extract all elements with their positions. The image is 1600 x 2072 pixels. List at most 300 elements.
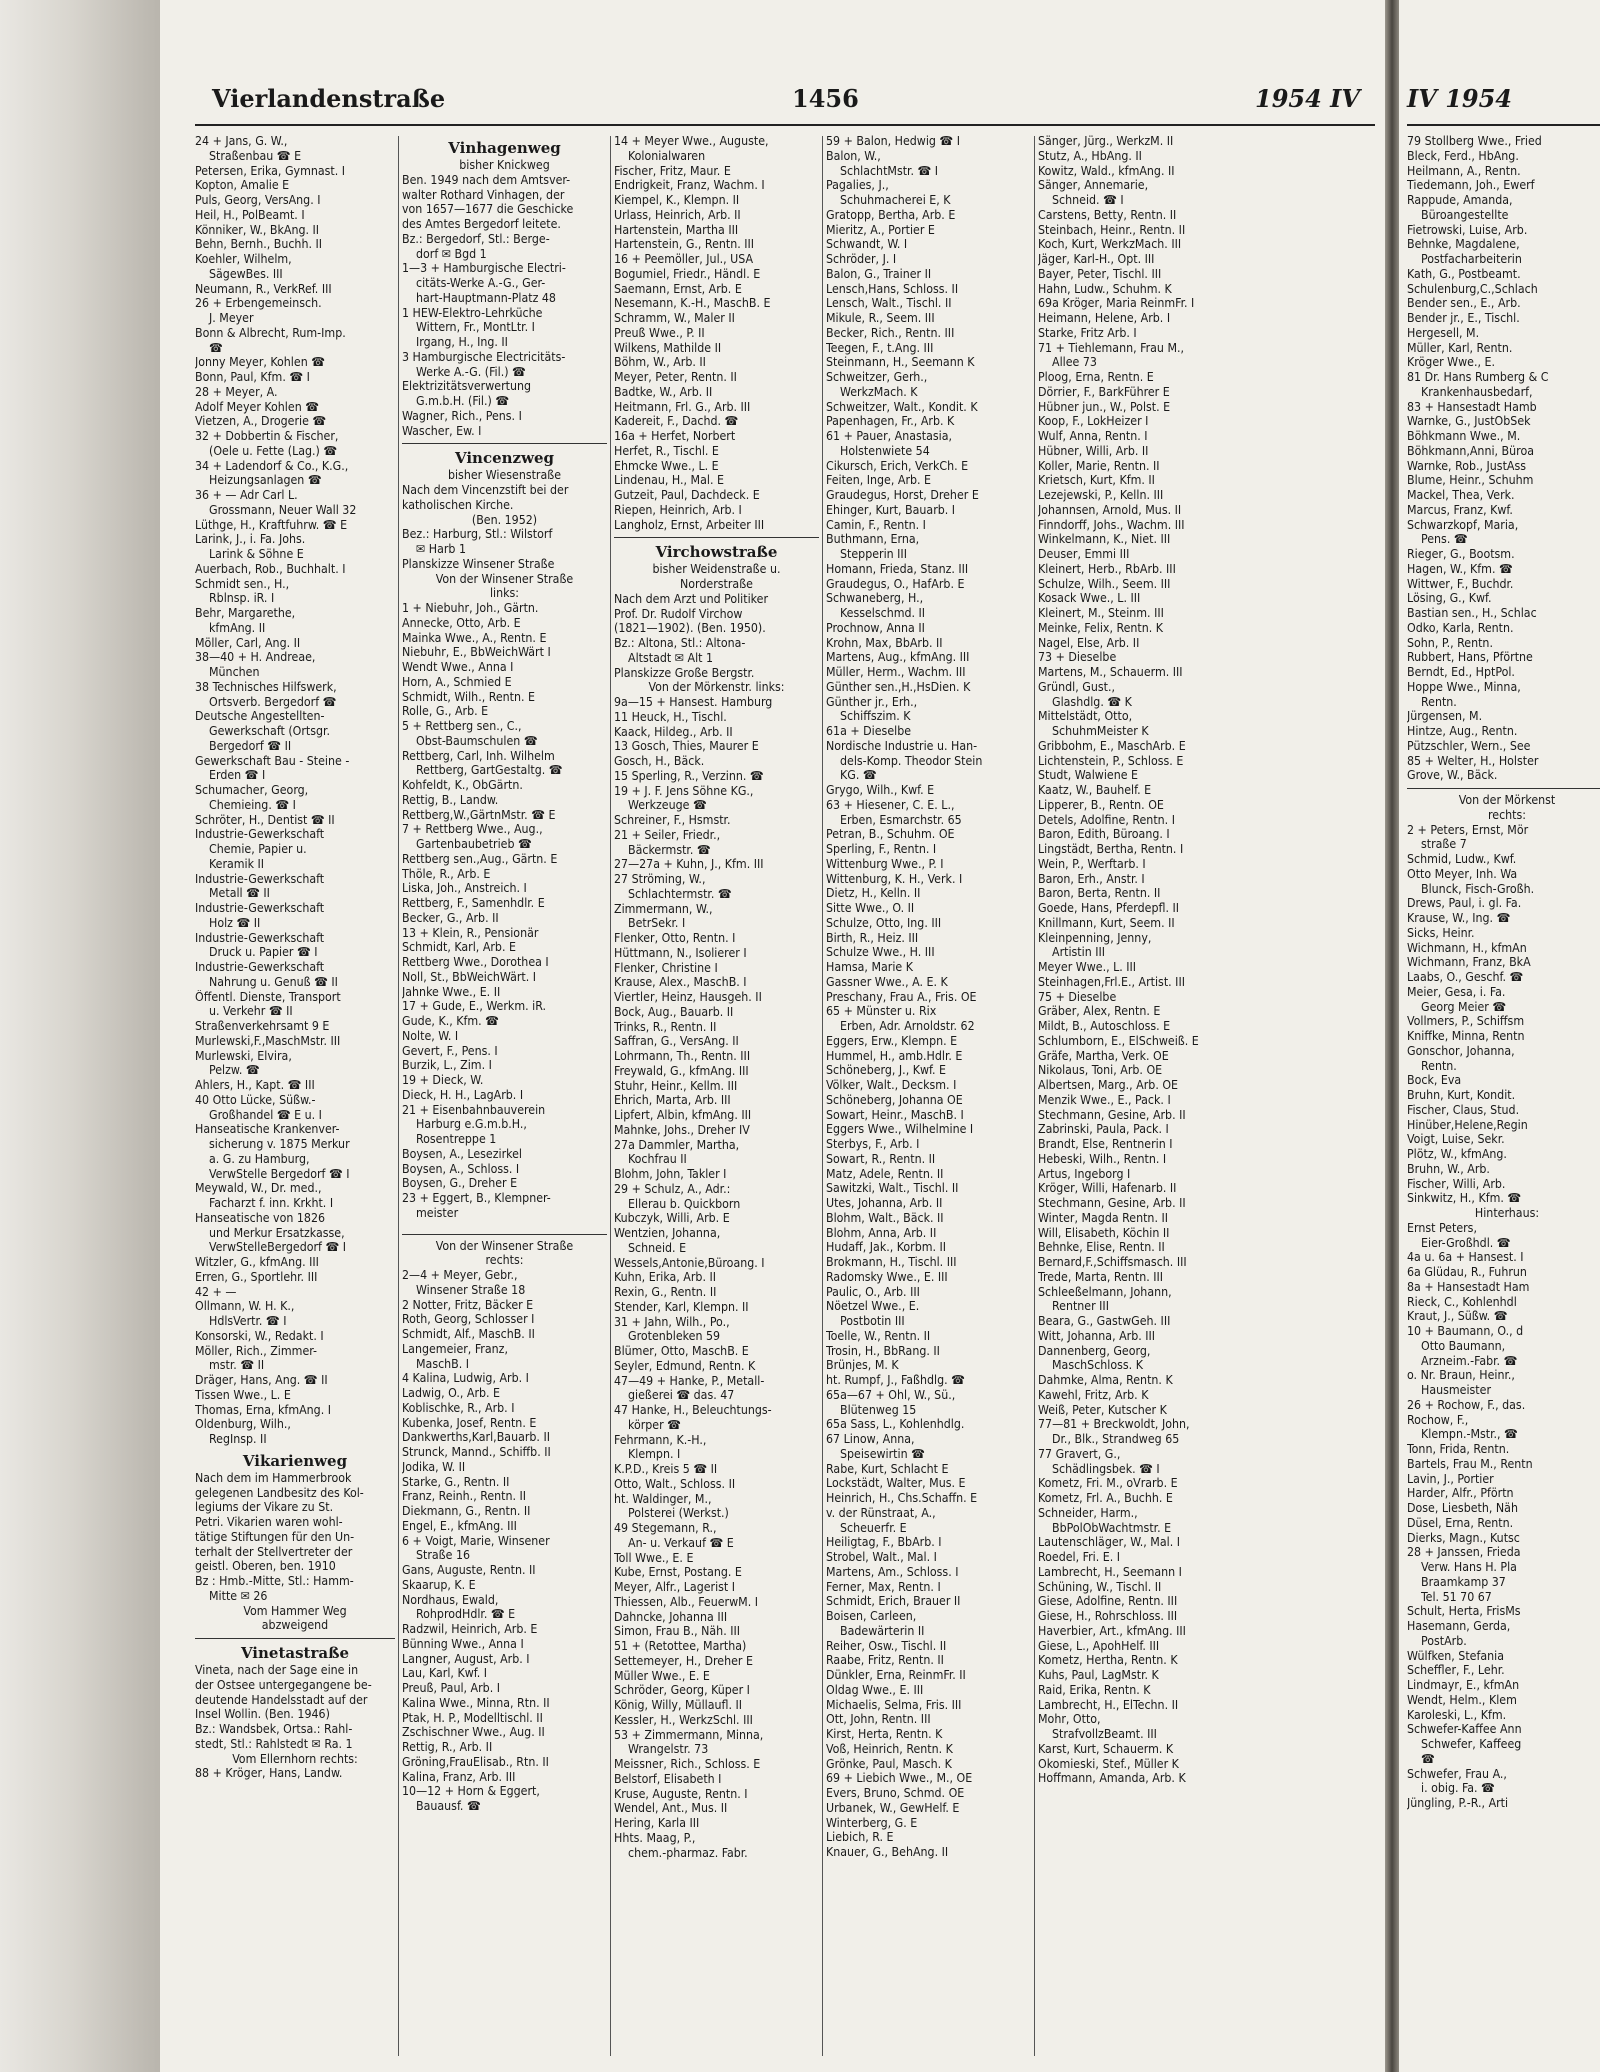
directory-entry: Artus, Ingeborg I bbox=[1038, 1166, 1131, 1181]
directory-entry: Meywald, W., Dr. med., bbox=[195, 1181, 322, 1196]
directory-entry: Trosin, H., BbRang. II bbox=[826, 1343, 940, 1358]
directory-entry: Wendt Wwe., Anna I bbox=[402, 660, 514, 674]
directory-entry: Ladwig, O., Arb. E bbox=[402, 1386, 501, 1400]
directory-entry: deutende Handelsstadt auf der bbox=[195, 1692, 368, 1707]
entry-continuation: Rentner III bbox=[1052, 1299, 1109, 1314]
directory-entry: 88 + Kröger, Hans, Landw. bbox=[195, 1766, 343, 1781]
entry-continuation: München bbox=[209, 665, 260, 679]
directory-entry: Haverbier, Art., kfmAng. III bbox=[1038, 1623, 1186, 1638]
directory-entry: Rettberg, Carl, Inh. Wilhelm bbox=[402, 748, 555, 763]
directory-entry: Blohm, Walt., Bäck. II bbox=[826, 1210, 944, 1225]
directory-entry: Bz.: Altona, Stl.: Altona- bbox=[614, 636, 746, 650]
directory-entry: Kube, Ernst, Postang. E bbox=[614, 1565, 742, 1580]
entry-continuation: Kochfrau II bbox=[628, 1152, 687, 1167]
directory-entry: Preschany, Frau A., Fris. OE bbox=[826, 989, 977, 1004]
directory-entry: Bünning Wwe., Anna I bbox=[402, 1636, 524, 1651]
directory-entry: Lavin, J., Portier bbox=[1407, 1471, 1494, 1486]
directory-entry: 4a u. 6a + Hansest. I bbox=[1407, 1250, 1524, 1265]
directory-entry: Schmidt, Alf., MaschB. II bbox=[402, 1327, 535, 1341]
directory-entry: Ferner, Max, Rentn. I bbox=[826, 1579, 941, 1594]
directory-entry: Düsel, Erna, Rentn. bbox=[1407, 1515, 1514, 1530]
entry-continuation: Hausmeister bbox=[1421, 1383, 1491, 1397]
directory-entry: Lipfert, Albin, kfmAng. III bbox=[614, 1108, 752, 1122]
directory-entry: 23 + Eggert, B., Klempner- bbox=[402, 1191, 551, 1205]
directory-entry: Niebuhr, E., BbWeichWärt I bbox=[402, 645, 551, 660]
directory-entry: Behn, Bernh., Buchh. II bbox=[195, 237, 322, 252]
directory-entry: Langemeier, Franz, bbox=[402, 1341, 508, 1356]
entry-continuation: Eier-Großhdl. ☎ bbox=[1421, 1235, 1511, 1250]
directory-entry: Voß, Heinrich, Rentn. K bbox=[826, 1741, 953, 1756]
directory-entry: Bender jr., E., Tischl. bbox=[1407, 311, 1520, 325]
entry-continuation: Allee 73 bbox=[1052, 355, 1097, 370]
directory-entry: (1821—1902). (Ben. 1950). bbox=[614, 621, 766, 636]
directory-entry: Rexin, G., Rentn. II bbox=[614, 1285, 717, 1299]
directory-entry: Mahnke, Johs., Dreher IV bbox=[614, 1122, 750, 1137]
directory-entry: Gräber, Alex, Rentn. E bbox=[1038, 1004, 1161, 1019]
directory-entry: Schmid, Ludw., Kwf. bbox=[1407, 852, 1517, 866]
entry-continuation: Stepperin III bbox=[840, 547, 907, 561]
directory-entry: Industrie-Gewerkschaft bbox=[195, 871, 325, 886]
directory-entry: 77 Gravert, G., bbox=[1038, 1446, 1121, 1461]
directory-entry: Graudegus, Horst, Dreher E bbox=[826, 488, 979, 502]
directory-entry: 59 + Balon, Hedwig ☎ I bbox=[826, 134, 960, 148]
directory-entry: Lau, Karl, Kwf. I bbox=[402, 1666, 488, 1681]
directory-entry: geistl. Oberen, ben. 1910 bbox=[195, 1559, 336, 1574]
entry-continuation: Obst-Baumschulen ☎ bbox=[416, 733, 538, 748]
directory-entry: Dankwerths,Karl,Bauarb. II bbox=[402, 1430, 550, 1445]
section-note: links: bbox=[489, 586, 520, 601]
directory-entry: Kadereit, F., Dachd. ☎ bbox=[614, 414, 739, 429]
directory-entry: 51 + (Retottee, Martha) bbox=[614, 1639, 747, 1653]
entry-continuation: Werkzeuge ☎ bbox=[628, 798, 707, 813]
entry-continuation: i. obig. Fa. ☎ bbox=[1421, 1781, 1495, 1796]
directory-entry: Hhts. Maag, P., bbox=[614, 1830, 696, 1845]
directory-entry: 6a Glüdau, R., Fuhrun bbox=[1407, 1265, 1527, 1279]
directory-entry: 73 + Dieselbe bbox=[1038, 650, 1117, 665]
directory-entry: 53 + Zimmermann, Minna, bbox=[614, 1727, 764, 1742]
directory-entry: Steinbach, Heinr., Rentn. II bbox=[1038, 222, 1186, 237]
directory-entry: Grönke, Paul, Masch. K bbox=[826, 1756, 952, 1771]
directory-entry: Meier, Gesa, i. Fa. bbox=[1407, 984, 1506, 999]
directory-entry: Sperling, F., Rentn. I bbox=[826, 842, 937, 856]
directory-entry: Eggers Wwe., Wilhelmine I bbox=[826, 1122, 974, 1137]
directory-entry: Boysen, A., Schloss. I bbox=[402, 1161, 520, 1176]
directory-entry: 4 Kalina, Ludwig, Arb. I bbox=[402, 1371, 529, 1386]
directory-entry: Gonschor, Johanna, bbox=[1407, 1043, 1515, 1058]
entry-continuation: G.m.b.H. (Fil.) ☎ bbox=[416, 394, 510, 408]
entry-continuation: Metall ☎ II bbox=[209, 886, 270, 901]
directory-entry: Johannsen, Arnold, Mus. II bbox=[1038, 502, 1182, 517]
facing-header-rule bbox=[1407, 124, 1600, 126]
directory-entry: Zabrinski, Paula, Pack. I bbox=[1038, 1122, 1169, 1137]
directory-entry: Meyer, Peter, Rentn. II bbox=[614, 370, 737, 384]
directory-entry: Koblischke, R., Arb. I bbox=[402, 1400, 515, 1415]
directory-entry: Lichtenstein, P., Schloss. E bbox=[1038, 753, 1184, 768]
directory-entry: Belstorf, Elisabeth I bbox=[614, 1771, 722, 1786]
directory-entry: Otto, Walt., Schloss. II bbox=[614, 1476, 736, 1491]
directory-entry: Engel, E., kfmAng. III bbox=[402, 1518, 517, 1533]
entry-continuation: BetrSekr. I bbox=[628, 916, 686, 931]
directory-entry: Bz.: Wandsbek, Ortsa.: Rahl- bbox=[195, 1722, 353, 1736]
directory-entry: Giese, Adolfine, Rentn. III bbox=[1038, 1594, 1178, 1609]
directory-entry: 28 + Janssen, Frieda bbox=[1407, 1545, 1521, 1560]
directory-entry: Urbanek, W., GewHelf. E bbox=[826, 1800, 960, 1815]
directory-entry: Freywald, G., kfmAng. III bbox=[614, 1063, 749, 1078]
directory-entry: Mikule, R., Seem. III bbox=[826, 311, 935, 325]
entry-continuation: MaschSchloss. K bbox=[1052, 1358, 1143, 1373]
directory-entry: Becker, G., Arb. II bbox=[402, 910, 499, 925]
directory-entry: Endrigkeit, Franz, Wachm. I bbox=[614, 178, 765, 193]
directory-entry: Noll, St., BbWeichWärt. I bbox=[402, 969, 537, 984]
directory-entry: Gründl, Gust., bbox=[1038, 679, 1115, 694]
directory-entry: 1 + Niebuhr, Joh., Gärtn. bbox=[402, 601, 539, 615]
street-heading: Vinhagenweg bbox=[448, 139, 561, 157]
directory-entry: Stuhr, Heinr., Kellm. III bbox=[614, 1078, 738, 1093]
directory-entry: Knauer, G., BehAng. II bbox=[826, 1845, 949, 1859]
directory-entry: Burzik, L., Zim. I bbox=[402, 1058, 492, 1073]
entry-continuation: Rettberg, GartGestaltg. ☎ bbox=[416, 763, 563, 778]
directory-entry: Schröder, J. I bbox=[826, 252, 897, 266]
entry-continuation: SägewBes. III bbox=[209, 266, 283, 281]
directory-entry: Kohfeldt, K., ObGärtn. bbox=[402, 778, 523, 792]
directory-entry: Winkelmann, K., Niet. III bbox=[1038, 532, 1171, 547]
directory-entry: 28 + Meyer, A. bbox=[195, 384, 278, 399]
directory-entry: Wittenburg, K. H., Verk. I bbox=[826, 871, 963, 886]
directory-entry: Könniker, W., BkAng. II bbox=[195, 222, 320, 237]
book-edge bbox=[0, 0, 160, 2072]
directory-entry: Jonny Meyer, Kohlen ☎ bbox=[195, 355, 325, 370]
directory-entry: Krietsch, Kurt, Kfm. II bbox=[1038, 473, 1155, 488]
directory-entry: Lindmayr, E., kfmAn bbox=[1407, 1678, 1520, 1692]
directory-entry: Ehinger, Kurt, Bauarb. I bbox=[826, 502, 956, 517]
directory-entry: Kowitz, Wald., kfmAng. II bbox=[1038, 163, 1175, 178]
directory-entry: 14 + Meyer Wwe., Auguste, bbox=[614, 134, 769, 148]
directory-entry: Industrie-Gewerkschaft bbox=[195, 930, 325, 945]
directory-entry: Müller Wwe., E. E bbox=[614, 1668, 710, 1683]
entry-continuation: Großhandel ☎ E u. I bbox=[209, 1107, 322, 1122]
directory-entry: Dierks, Magn., Kutsc bbox=[1407, 1530, 1520, 1545]
directory-entry: Becker, Rich., Rentn. III bbox=[826, 325, 955, 340]
entry-continuation: Ortsverb. Bergedorf ☎ bbox=[209, 694, 337, 709]
directory-entry: Graudegus, O., HafArb. E bbox=[826, 576, 965, 591]
directory-entry: Wentzien, Johanna, bbox=[614, 1226, 721, 1240]
directory-entry: Schlumborn, E., ElSchweiß. E bbox=[1038, 1033, 1199, 1048]
directory-entry: 29 + Schulz, A., Adr.: bbox=[614, 1181, 731, 1196]
directory-entry: Jäger, Karl-H., Opt. III bbox=[1038, 252, 1155, 266]
directory-entry: Mohr, Otto, bbox=[1038, 1712, 1101, 1727]
directory-entry: 69a Kröger, Maria ReinmFr. I bbox=[1038, 296, 1195, 311]
directory-entry: Cikursch, Erich, VerkCh. E bbox=[826, 458, 969, 473]
directory-entry: Kalina Wwe., Minna, Rtn. II bbox=[402, 1695, 550, 1710]
directory-entry: Kometz, Fri. M., oVrarb. E bbox=[1038, 1476, 1178, 1491]
directory-entry: Dannenberg, Georg, bbox=[1038, 1343, 1151, 1358]
directory-entry: Neumann, R., VerkRef. III bbox=[195, 281, 332, 296]
directory-entry: Schmidt, Erich, Brauer II bbox=[826, 1594, 961, 1609]
directory-entry: Ehrich, Marta, Arb. III bbox=[614, 1093, 731, 1108]
directory-entry: Boisen, Carleen, bbox=[826, 1609, 917, 1623]
directory-entry: Saffran, G., VersAng. II bbox=[614, 1034, 739, 1049]
directory-entry: Elektrizitätsverwertung bbox=[402, 379, 532, 394]
entry-continuation: Larink & Söhne E bbox=[209, 547, 304, 561]
entry-continuation: Wrangelstr. 73 bbox=[628, 1742, 709, 1757]
directory-entry: Lezejewski, P., Kelln. III bbox=[1038, 488, 1164, 502]
entry-continuation: Kolonialwaren bbox=[628, 148, 706, 163]
directory-entry: Schüning, W., Tischl. II bbox=[1038, 1579, 1162, 1594]
directory-entry: Schöneberg, J., Kwf. E bbox=[826, 1063, 947, 1078]
directory-entry: Grove, W., Bäck. bbox=[1407, 768, 1498, 783]
entry-continuation: straße 7 bbox=[1421, 837, 1467, 852]
entry-continuation: (Oele u. Fette (Lag.) ☎ bbox=[209, 443, 338, 458]
directory-entry: Knillmann, Kurt, Seem. II bbox=[1038, 915, 1175, 930]
directory-entry: Lensch, Walt., Tischl. II bbox=[826, 296, 952, 311]
entry-continuation: An- u. Verkauf ☎ E bbox=[628, 1535, 734, 1550]
directory-entry: Settemeyer, H., Dreher E bbox=[614, 1653, 753, 1668]
column-1 bbox=[195, 134, 395, 2064]
directory-entry: Baron, Erh., Anstr. I bbox=[1038, 871, 1145, 886]
entry-continuation: Mitte ✉ 26 bbox=[209, 1588, 268, 1603]
directory-entry: 47 Hanke, H., Beleuchtungs- bbox=[614, 1403, 772, 1417]
directory-entry: Hanseatische Krankenver- bbox=[195, 1122, 340, 1137]
directory-entry: Giese, H., Rohrschloss. III bbox=[1038, 1609, 1178, 1623]
entry-continuation: Keramik II bbox=[209, 856, 265, 871]
page-header-number: 1456 bbox=[792, 84, 859, 113]
directory-entry: Strunck, Mannd., Schiffb. II bbox=[402, 1445, 551, 1459]
entry-continuation: Straße 16 bbox=[416, 1548, 471, 1563]
directory-entry: Kleinpenning, Jenny, bbox=[1038, 930, 1152, 945]
directory-entry: Gans, Auguste, Rentn. II bbox=[402, 1563, 536, 1577]
directory-entry: Evers, Bruno, Schmd. OE bbox=[826, 1786, 965, 1800]
directory-entry: Thiessen, Alb., FeuerwM. I bbox=[614, 1594, 758, 1609]
street-heading: Vincenzweg bbox=[454, 449, 555, 468]
directory-entry: Rabe, Kurt, Schlacht E bbox=[826, 1461, 949, 1476]
directory-entry: 13 Gosch, Thies, Maurer E bbox=[614, 739, 759, 754]
directory-entry: Wichmann, Franz, BkA bbox=[1407, 955, 1531, 970]
directory-entry: Horn, A., Schmied E bbox=[402, 674, 512, 689]
directory-entry: Schwaneberg, H., bbox=[826, 591, 924, 606]
directory-entry: 27 Ströming, W., bbox=[614, 872, 706, 886]
directory-entry: 7 + Rettberg Wwe., Aug., bbox=[402, 822, 543, 837]
directory-entry: Bez.: Harburg, Stl.: Wilstorf bbox=[402, 527, 553, 542]
entry-continuation: ☎ bbox=[209, 340, 223, 355]
section-note: Vom Ellernhorn rechts: bbox=[232, 1751, 358, 1766]
entry-continuation: Schneid. E bbox=[628, 1240, 687, 1255]
directory-entry: Laabs, O., Geschf. ☎ bbox=[1407, 970, 1524, 984]
street-heading: Virchowstraße bbox=[655, 543, 778, 562]
directory-entry: Fehrmann, K.-H., bbox=[614, 1432, 707, 1447]
directory-entry: Bock, Eva bbox=[1407, 1073, 1462, 1088]
directory-entry: Kleinert, Herb., RbArb. III bbox=[1038, 561, 1176, 576]
directory-entry: Brünjes, M. K bbox=[826, 1358, 899, 1373]
directory-entry: Behnke, Magdalene, bbox=[1407, 237, 1520, 252]
directory-entry: Lindenau, H., Mal. E bbox=[614, 473, 724, 488]
directory-entry: Camin, F., Rentn. I bbox=[826, 517, 926, 532]
directory-entry: Meyer, Alfr., Lagerist I bbox=[614, 1580, 736, 1594]
directory-entry: Toll Wwe., E. E bbox=[614, 1550, 694, 1565]
entry-continuation: Bergedorf ☎ II bbox=[209, 738, 292, 753]
directory-entry: Trinks, R., Rentn. II bbox=[614, 1019, 717, 1034]
directory-entry: Schweitzer, Walt., Kondit. K bbox=[826, 399, 978, 414]
directory-entry: Schulenburg,C.,Schlach bbox=[1407, 281, 1538, 296]
directory-entry: 2 + Peters, Ernst, Mör bbox=[1407, 822, 1529, 837]
directory-entry: Bernard,F.,Schiffsmasch. III bbox=[1038, 1255, 1187, 1269]
directory-entry: Fietrowski, Luise, Arb. bbox=[1407, 222, 1528, 237]
directory-entry: 10 + Baumann, O., d bbox=[1407, 1324, 1524, 1338]
directory-entry: Gevert, F., Pens. I bbox=[402, 1043, 498, 1058]
book-gutter bbox=[1385, 0, 1399, 2072]
directory-entry: Papenhagen, Fr., Arb. K bbox=[826, 414, 955, 429]
directory-entry: Lensch,Hans, Schloss. II bbox=[826, 281, 959, 296]
directory-entry: Wessels,Antonie,Büroang. I bbox=[614, 1255, 765, 1270]
directory-entry: Bruhn, W., Arb. bbox=[1407, 1161, 1490, 1176]
directory-entry: Brokmann, H., Tischl. III bbox=[826, 1255, 957, 1269]
directory-entry: 71 + Tiehlemann, Frau M., bbox=[1038, 340, 1185, 355]
directory-entry: Lingstädt, Bertha, Rentn. I bbox=[1038, 842, 1184, 856]
directory-entry: 6 + Voigt, Marie, Winsener bbox=[402, 1533, 550, 1548]
entry-continuation: Nahrung u. Genuß ☎ II bbox=[209, 974, 338, 989]
entry-continuation: dorf ✉ Bgd 1 bbox=[416, 246, 487, 261]
directory-entry: Buthmann, Erna, bbox=[826, 532, 920, 547]
directory-entry: Kaack, Hildeg., Arb. II bbox=[614, 724, 733, 739]
directory-entry: Tissen Wwe., L. E bbox=[195, 1387, 291, 1402]
directory-entry: Birth, R., Heiz. III bbox=[826, 930, 919, 945]
directory-entry: Böhkmann Wwe., M. bbox=[1407, 429, 1521, 443]
directory-entry: 9a—15 + Hansest. Hamburg bbox=[614, 695, 773, 709]
street-heading: Vinetastraße bbox=[240, 1644, 350, 1662]
directory-entry: Dräger, Hans, Ang. ☎ II bbox=[195, 1373, 328, 1387]
section-rule bbox=[195, 1633, 395, 1639]
entry-continuation: dels-Komp. Theodor Stein bbox=[840, 753, 983, 768]
entry-continuation: SchuhmMeister K bbox=[1052, 724, 1149, 738]
entry-continuation: a. G. zu Hamburg, bbox=[209, 1151, 310, 1166]
directory-entry: Kuhn, Erika, Arb. II bbox=[614, 1270, 716, 1285]
directory-entry: Heitmann, Frl. G., Arb. III bbox=[614, 399, 751, 414]
directory-entry: Konsorski, W., Redakt. I bbox=[195, 1328, 324, 1343]
directory-entry: Hoppe Wwe., Minna, bbox=[1407, 679, 1521, 694]
directory-entry: Bz : Hmb.-Mitte, Stl.: Hamm- bbox=[195, 1574, 354, 1588]
directory-entry: des Amtes Bergedorf leitete. bbox=[402, 217, 561, 231]
directory-entry: Kiempel, K., Klempn. II bbox=[614, 193, 740, 207]
directory-entry: Giese, L., ApohHelf. III bbox=[1038, 1638, 1160, 1653]
section-note: Vom Hammer Weg bbox=[243, 1603, 347, 1618]
directory-entry: von 1657—1677 die Geschicke bbox=[402, 202, 574, 217]
section-rule bbox=[402, 1229, 607, 1235]
directory-entry: Okomieski, Stef., Müller K bbox=[1038, 1756, 1179, 1771]
directory-entry: Rettberg,W.,GärtnMstr. ☎ E bbox=[402, 807, 556, 822]
directory-entry: Nordhaus, Ewald, bbox=[402, 1592, 499, 1607]
directory-entry: Blohm, John, Takler I bbox=[614, 1167, 727, 1181]
entry-continuation: Ellerau b. Quickborn bbox=[628, 1196, 741, 1211]
section-note: bisher Knickweg bbox=[459, 158, 550, 172]
directory-entry: 49 Stegemann, R., bbox=[614, 1521, 717, 1535]
directory-entry: Winter, Magda Rentn. II bbox=[1038, 1210, 1168, 1225]
directory-entry: Kessler, H., WerkzSchl. III bbox=[614, 1712, 753, 1727]
directory-entry: Mainka Wwe., A., Rentn. E bbox=[402, 630, 547, 645]
directory-entry: Boysen, A., Lesezirkel bbox=[402, 1146, 523, 1161]
directory-entry: Starke, Fritz Arb. I bbox=[1038, 325, 1137, 340]
directory-entry: Prof. Dr. Rudolf Virchow bbox=[614, 606, 743, 621]
directory-entry: Behr, Margarethe, bbox=[195, 606, 296, 620]
directory-entry: Bz.: Bergedorf, Stl.: Berge- bbox=[402, 231, 550, 246]
directory-entry: Heiligtag, F., BbArb. I bbox=[826, 1535, 942, 1550]
entry-continuation: Scheuerfr. E bbox=[840, 1520, 907, 1535]
directory-entry: Liebich, R. E bbox=[826, 1830, 894, 1845]
directory-entry: Raabe, Fritz, Rentn. II bbox=[826, 1653, 944, 1668]
directory-entry: Mieritz, A., Portier E bbox=[826, 222, 935, 237]
directory-entry: Rappude, Amanda, bbox=[1407, 193, 1513, 207]
directory-entry: Pagalies, J., bbox=[826, 178, 889, 193]
directory-entry: Blume, Heinr., Schuhm bbox=[1407, 473, 1534, 488]
directory-entry: Auerbach, Rob., Buchhalt. I bbox=[195, 561, 346, 576]
directory-entry: 81 Dr. Hans Rumberg & C bbox=[1407, 370, 1549, 384]
entry-continuation: BbPolObWachtmstr. E bbox=[1052, 1520, 1172, 1535]
entry-continuation: MaschB. I bbox=[416, 1356, 470, 1371]
column-divider bbox=[1034, 136, 1035, 2056]
directory-entry: K.P.D., Kreis 5 ☎ II bbox=[614, 1462, 718, 1476]
directory-entry: Gewerkschaft Bau - Steine - bbox=[195, 753, 350, 768]
directory-entry: katholischen Kirche. bbox=[402, 497, 514, 512]
directory-entry: 61a + Dieselbe bbox=[826, 724, 912, 738]
directory-entry: Jahnke Wwe., E. II bbox=[402, 984, 501, 999]
directory-entry: Schwandt, W. I bbox=[826, 237, 908, 252]
directory-entry: Hamsa, Marie K bbox=[826, 960, 913, 974]
directory-entry: Sänger, Jürg., WerkzM. II bbox=[1038, 134, 1174, 148]
directory-entry: Sinkwitz, H., Kfm. ☎ bbox=[1407, 1191, 1522, 1206]
directory-entry: Karoleski, L., Kfm. bbox=[1407, 1707, 1507, 1722]
entry-continuation: mstr. ☎ II bbox=[209, 1358, 265, 1373]
directory-entry: Schweitzer, Gerh., bbox=[826, 370, 928, 384]
directory-entry: Ptak, H. P., Modelltischl. II bbox=[402, 1710, 543, 1725]
directory-entry: 38 Technisches Hilfswerk, bbox=[195, 679, 337, 694]
column-3 bbox=[614, 134, 819, 2064]
directory-entry: Schreiner, F., Hsmstr. bbox=[614, 813, 731, 827]
directory-entry: Starke, G., Rentn. II bbox=[402, 1474, 510, 1489]
directory-entry: Schult, Herta, FrisMs bbox=[1407, 1604, 1521, 1619]
directory-entry: Möller, Rich., Zimmer- bbox=[195, 1343, 318, 1358]
directory-entry: 31 + Jahn, Wilh., Po., bbox=[614, 1314, 730, 1329]
entry-continuation: citäts-Werke A.-G., Ger- bbox=[416, 276, 546, 290]
directory-entry: Schneider, Harm., bbox=[1038, 1505, 1138, 1520]
directory-entry: 26 + Erbengemeinsch. bbox=[195, 296, 322, 311]
entry-continuation: Harburg e.G.m.b.H., bbox=[416, 1117, 527, 1132]
entry-continuation: meister bbox=[416, 1205, 459, 1220]
directory-entry: legiums der Vikare zu St. bbox=[195, 1500, 334, 1515]
directory-entry: Meissner, Rich., Schloss. E bbox=[614, 1757, 761, 1771]
directory-entry: Schöneberg, Johanna OE bbox=[826, 1092, 963, 1107]
directory-entry: Schwarzkopf, Maria, bbox=[1407, 517, 1519, 532]
directory-entry: Stender, Karl, Klempn. II bbox=[614, 1299, 749, 1314]
directory-entry: Ollmann, W. H. K., bbox=[195, 1299, 295, 1314]
directory-entry: Larink, J., i. Fa. Johs. bbox=[195, 532, 306, 547]
entry-continuation: Druck u. Papier ☎ I bbox=[209, 945, 318, 960]
directory-entry: Nolte, W. I bbox=[402, 1028, 459, 1043]
directory-entry: Schröter, H., Dentist ☎ II bbox=[195, 812, 335, 827]
spacer bbox=[402, 1221, 607, 1229]
directory-entry: Schmidt sen., H., bbox=[195, 576, 290, 591]
directory-entry: Insel Wollin. (Ben. 1946) bbox=[195, 1707, 330, 1722]
directory-entry: Bleck, Ferd., HbAng. bbox=[1407, 148, 1519, 163]
directory-entry: 19 + Dieck, W. bbox=[402, 1073, 484, 1087]
entry-continuation: Rosentreppe 1 bbox=[416, 1132, 497, 1146]
directory-entry: Trede, Marta, Rentn. III bbox=[1038, 1269, 1164, 1284]
directory-entry: Michaelis, Selma, Fris. III bbox=[826, 1697, 962, 1712]
directory-entry: Gribbohm, E., MaschArb. E bbox=[1038, 738, 1186, 753]
directory-entry: Krohn, Max, BbArb. II bbox=[826, 635, 943, 650]
directory-entry: Raid, Erika, Rentn. K bbox=[1038, 1682, 1151, 1697]
directory-entry: Behnke, Elise, Rentn. II bbox=[1038, 1240, 1165, 1255]
directory-entry: Gröning,FrauElisab., Rtn. II bbox=[402, 1754, 549, 1769]
directory-entry: Diekmann, G., Rentn. II bbox=[402, 1504, 531, 1518]
directory-entry: Dose, Liesbeth, Näh bbox=[1407, 1501, 1518, 1515]
